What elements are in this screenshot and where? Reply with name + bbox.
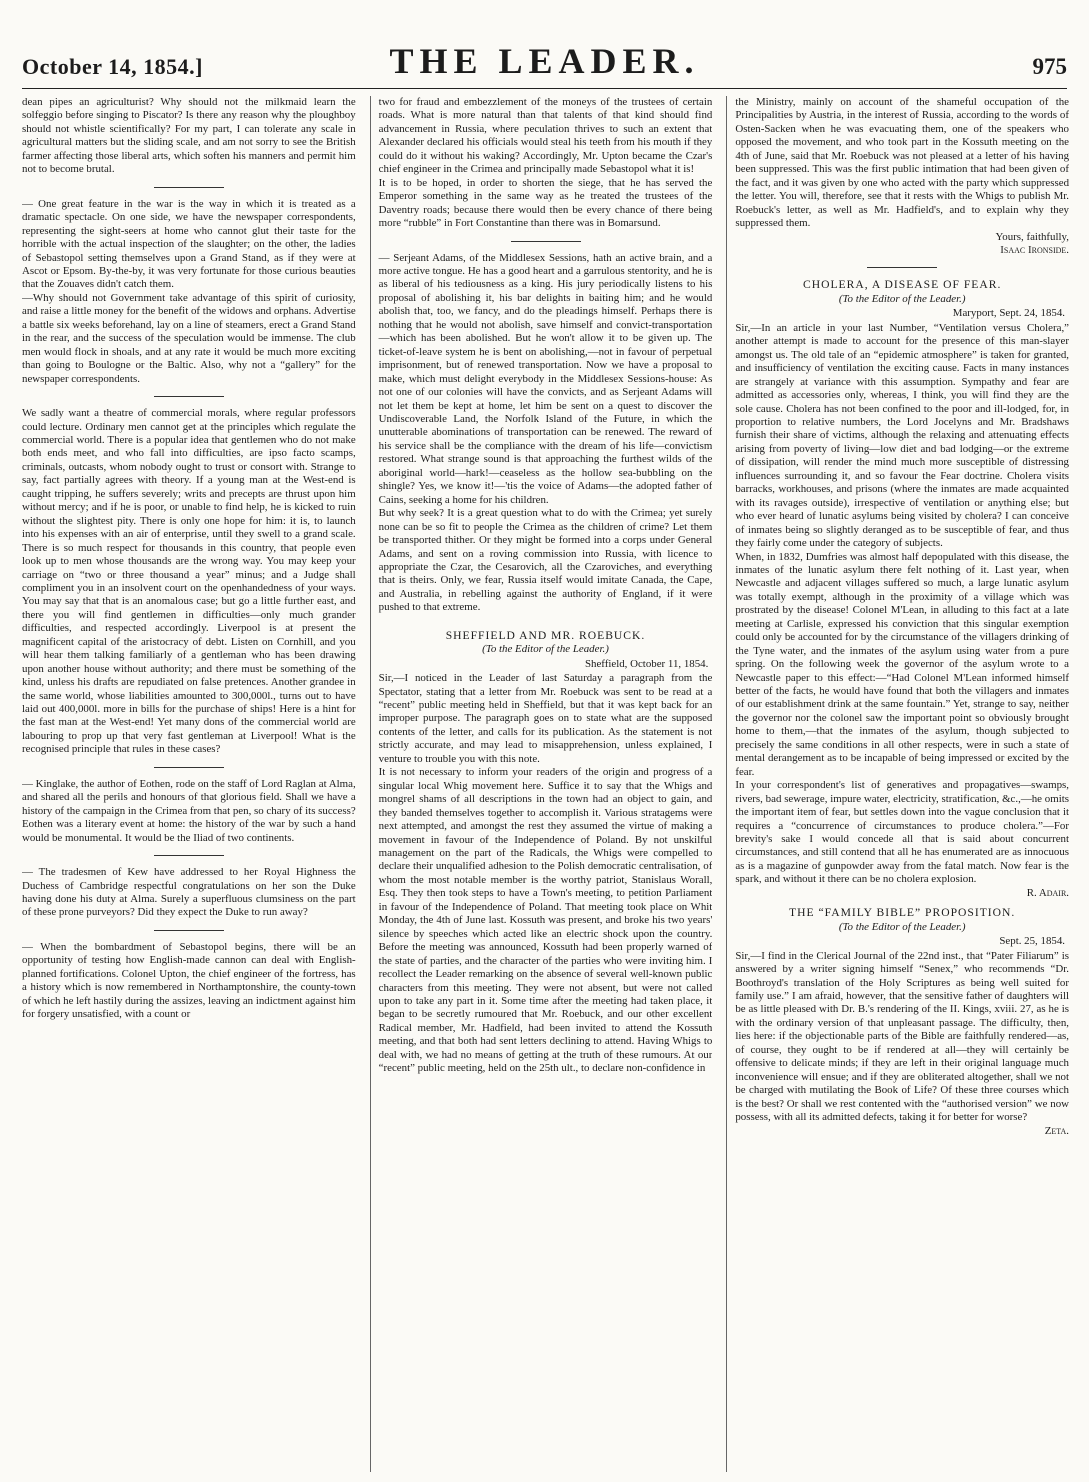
paragraph: two for fraud and embezzlement of the moneys of the trustees of certain roads. What is more natural than that talents of that kind should find advancement in Russia, where peculation thrives to such an extent that Alexander declared his officials would steal his teeth from his mouth if they could do it without his waking? Accordingly, Mr. Upton became the Czar's chief engineer in the Crimea and principally made Sebastopol what it is! — [378, 96, 713, 176]
letter-dateline: Sept. 25, 1854. — [999, 935, 1066, 948]
paragraph: dean pipes an agriculturist? Why should not the milkmaid learn the solfeggio before singing to Piscator? Is there any reason why the ploughboy should not whistle scientifically? For my part, I can tolerate any scale in agricultural matters but the sliding scale, and am not sorry to see the British farmer affecting those liberal arts, which soften his manners and permit him not to become brutal. — [22, 96, 356, 176]
paragraph: Sir,—In an article in your last Number, “Ventilation versus Cholera,” another attempt is made to account for the presence of this man-slayer amongst us. The old tale of an “epidemic atmosphere” is taken for granted, and insufficiency of ventilation the exciting cause. Facts in many instances are strangely at variance with this assumption. Sympathy and fear are admitted as accessories only, whereas, I think, you will find they are the sole cause. Cholera has not been confined to the poor and ill-lodged, for, in proportion to relative numbers, the Lord Jocelyns and Mr. Bradshaws furnish their share of victims, although the relaxing and attenuating effects arising from poverty of living—low diet and bad lodging—or the extreme of dissipation, will render the mind much more susceptible of distressing influences surrounding it, and so favour the Fear doctrine. Cholera visits barracks, workhouses, and prisons (where the inmates are made acquainted with its ravages outside), irrespective of ventilation or anything else; but who ever heard of lunatic asylums being visited by cholera? I can conceive of inmates being so slightly deranged as to be susceptible of fear, and thus they fairly come under the category of subjects. — [735, 321, 1070, 550]
letter-subheading: (To the Editor of the Leader.) — [838, 920, 966, 933]
paragraph: the Ministry, mainly on account of the shameful occupation of the Principalities by Austria, in the interest of Russia, according to the words of Osten-Sacken when he was evacuating them, one of the speakers who opposed the movement, and who took part in the Kossuth meeting on the 4th of June, said that Mr. Roebuck was not pleased at a letter of his having been suppressed. This was the first public intimation that had been given of the fact, and it was given by one who acted with the party which suppressed the letter. You will, therefore, see that it rests with the Whigs to publish Mr. Roebuck's letter, as well as Mr. Hadfield's, and to explain why they suppressed them. — [735, 96, 1070, 230]
issue-date: October 14, 1854.] — [22, 54, 203, 79]
letter-heading: CHOLERA, A DISEASE OF FEAR. — [803, 278, 1002, 292]
letter-subheading: (To the Editor of the Leader.) — [482, 643, 609, 656]
column-2 — [370, 96, 713, 1472]
letter-heading: THE “FAMILY BIBLE” PROPOSITION. — [789, 906, 1016, 920]
paragraph: Sir,—I noticed in the Leader of last Saturday a paragraph from the Spectator, stating that a letter from Mr. Roebuck was sent to be read at a “recent” public meeting held in Sheffield, but that it was kept back for an improper purpose. The paragraph goes on to state what are the supposed contents of the letter, and calls for its publication. As the statement is not strictly accurate, and may lead to misapprehension, unless explained, I venture to trouble you with this note. — [378, 672, 713, 765]
paragraph: It is to be hoped, in order to shorten the siege, that he has served the Emperor something in the same way as he treated the trustees of the Daventry roads; because there would then be every chance of there being more “rubble” in Fort Constantine than there was in Bomarsund. — [378, 176, 713, 230]
paragraph: — Serjeant Adams, of the Middlesex Sessions, hath an active brain, and a more active tongue. He has a good heart and a garrulous stentority, and he is as liberal of his tediousness as a king. His jury periodically listens to his proposal of abolishing it, his bar delights in baiting him; and he would abolish that, too, we fancy, and do the pleadings himself. Perhaps there is nothing that he would not abolish, save himself and convict-transportation—which has been abolished. But he won't allow it to be given up. The ticket-of-leave system he is bent on abolishing,—not in favour of perpetual imprisonment, but of renewed transportation. Now we have a proposal to make, which must delight everybody in the Middlesex Sessions-house: As not one of our colonies will have the convicts, and as Serjeant Adams will not let them be kept at home, let him be sent on a quest to discover the Undiscoverable Land, the Norfolk Island of the Future, in which the unutterable abominations of transportation can be renewed. The reward of his service shall be the compliance with the dream of his life—convictism restored. What strange sound is that approaching the furthest wilds of the aboriginal world—hark!—ceaseless as the hollow sea-bubbling on the shingle? Yes, we know it!—'tis the voice of Adams—the adopted father of Cains, seeking a home for his children. — [378, 251, 713, 506]
letter-signature: Zeta. — [1044, 1124, 1070, 1137]
letter-signature: R. Adair. — [1026, 886, 1070, 899]
paragraph: It is not necessary to inform your readers of the origin and progress of a singular local Whig movement here. Suffice it to say that the Whigs and mongrel shams of all descriptions in the town had an object to gain, and they banded themselves together to accomplish it. Various stratagems were next attempted, and amongst the rest they assumed the virtue of making a movement in favour of the Independence of Poland. By not unskilful management on the part of the Radicals, the Whigs were compelled to declare their unqualified adhesion to the Polish democratic centralisation, of whom the most notable member is the worthy patriot, Stanislaus Worall, Esq. They then took steps to have a Town's meeting, to petition Parliament in favour of the Independence of Poland. That meeting took place on Whit Monday, the 4th of June last. Kossuth was present, and broke his two years' silence by speeches which acted like an electric shock upon the country. Before the meeting was announced, Kossuth had been properly warned of the state of parties, and the character of the parties who were inviting him. I recollect the Leader remarking on the absence of several well-known public characters from this meeting. They were not absent, but were not called upon to take any part in it. Some time after the meeting had taken place, it began to be secretly rumoured that Mr. Roebuck, and our other excellent Radical member, Mr. Hadfield, had been invited to attend the Kossuth meeting, and that both had sent letters declining to attend. Having Whigs to deal with, we had no means of getting at the truth of these rumours. At our “recent” public meeting, held on the 25th ult., to declare non-confidence in — [378, 766, 713, 1075]
paragraph: We sadly want a theatre of commercial morals, where regular professors could lecture. Ordinary men cannot get at the principles which regulate the commercial world. There is a popular idea that gentlemen who do not make both ends meet, and who fall into difficulties, are ipso facto scamps, criminals, outcasts, whom nobody ought to trust or consort with. Strange to say, fact partially agrees with theory. If a young man at the West-end is caught tripping, he suffers severely; writs and precepts are thrust upon him without mercy; and if he is poor, or unable to find help, he is kicked to ruin without the slightest pity. There is only one hope for him: it is, to launch into his expenses with an air of enterprise, until they swell to a grand scale. There is so much respect for thousands in this country, that people even look up to men whose thousands are the wrong way. You may keep your carriage on “two or three thousand a year” minus; and a Judge shall compliment you in an insolvent court on the openhandedness of your ways. You may say that that is an anomalous case; but go a little further east, and there you will find gentlemen in difficulties—only much grander difficulties, and respected accordingly. Liverpool is at present the magnificent capital of the aristocracy of debt. Listen on Cornhill, and you will hear them talking familiarly of a gentleman who has been drawing upon another house without authority; and there must be something of the kind, unless his drafts are repudiated on false pretences. Another grandee in the same world, whose liabilities amounted to 300,000l., turns out to have laid out 400,000l. more in bills for the purchase of ships! Here is a hint for the fast man at the West-end! Yet many dons of the commercial world are labouring to prop up that very fast gentleman at Liverpool! What is the recognised principle that rules in these cases? — [22, 407, 356, 756]
paragraph: — Kinglake, the author of Eothen, rode on the staff of Lord Raglan at Alma, and shared all the perils and honours of that glorious field. Shall we have a history of the campaign in the Crimea from that pen, so chary of its success? Eothen was a literary event at home: the history of the war by such a hand would be monumental. It would be the Iliad of two continents. — [22, 777, 356, 844]
separator — [154, 187, 224, 188]
letter-dateline: Sheffield, October 11, 1854. — [584, 657, 709, 670]
letter-subheading: (To the Editor of the Leader.) — [838, 292, 966, 305]
separator — [154, 767, 224, 768]
paragraph: Sir,—I find in the Clerical Journal of the 22nd inst., that “Pater Filiarum” is answered by a writer signing himself “Senex,” who recommends “Dr. Boothroyd's translation of the Holy Scriptures as being well suited for family use.” I am afraid, however, that the sensitive father of daughters will be as little pleased with Dr. B.'s rendering of the II. Kings, xviii. 27, as he is with the ordinary version of that unpleasant passage. The difficulty, then, lies here: if the objectionable parts of the Bible are faithfully rendered—as, of course, they ought to be if rendered at all—they will certainly be offensive to delicate minds; if they are left in their original language much inconvenience will ensue; and if they are obliterated altogether, shall we not be charged with mutilating the Book of Life? Of these three courses which is the best? Or shall we rest contented with the “authorised version” we now possess, with all its admitted defects, taking it for better for worse? — [735, 949, 1070, 1124]
paragraph: — One great feature in the war is the way in which it is treated as a dramatic spectacle. On one side, we have the newspaper correspondents, representing the sight-seers at home who cannot glut their taste for the horrible with the actual inspection of the slaughter; on the other, the ladies of Sebastopol setting themselves upon a Grand Stand, as if they were at Ascot or Epsom. By-the-by, it was very fortunate for those curious beauties that the Zouaves didn't catch them. — [22, 197, 356, 291]
paragraph: In your correspondent's list of generatives and propagatives—swamps, rivers, bad sewerage, impure water, electricity, stratification, &c.,—he omits the important item of fear, but settles down into the vague conclusion that it requires a “concurrence of circumstances to produce cholera.”—For brevity's sake I would concede all that is said about concurrent circumstances, and still contend that all he has enumerated are as innocuous as is a magazine of gunpowder away from the fatal match. Now fear is the spark, and without it there can be no cholera explosion. — [735, 779, 1070, 886]
separator — [154, 930, 224, 931]
article-columns — [22, 96, 1069, 1472]
paragraph: But why seek? It is a great question what to do with the Crimea; yet surely none can be so fit to people the Crimea as the children of crime? Let them be transported thither. Or they might be formed into a corps under General Adams, and sent on a roving commission into Russia, with licence to appropriate the Czar, the Cesarovich, all the Czaroviches, and everything that is theirs. Only, we fear, Russia itself would imitate Canada, the Cape, and Australia, in rebelling against the authority of England, if it were pushed to that extreme. — [378, 507, 713, 614]
letter-signoff: Yours, faithfully, — [995, 230, 1070, 243]
newspaper-title: THE LEADER. — [389, 41, 700, 81]
separator — [511, 241, 581, 242]
paragraph: — The tradesmen of Kew have addressed to her Royal Highness the Duchess of Cambridge respectful congratulations on her son the Duke having done his duty at Alma. Surely a superfluous clumsiness on the part of these prone purveyors? Did they expect the Duke to run away? — [22, 866, 356, 919]
header-rule — [22, 88, 1067, 89]
separator — [154, 396, 224, 397]
page-number: 975 — [1032, 54, 1067, 79]
paragraph: When, in 1832, Dumfries was almost half depopulated with this disease, the inmates of the lunatic asylum there felt nothing of it. Last year, when Newcastle and adjacent villages suffered so much, a large lunatic asylum was totally exempt, although in the proximity of a village which was prostrated by the disease! Colonel M'Lean, in alluding to this fact at a late meeting at Carlisle, expressed his conviction that this singular exemption could only be accounted for by the circumstance of the villagers drinking of the Tyne water, and the inmates of the asylum using water from a pure spring. On the following week the governor of the asylum wrote to a Newcastle paper to this effect:—“Had Colonel M'Lean informed himself better of the facts, he would have found that both the villagers and inmates of our establishment drink at the same fountain.” Yet, strange to say, neither the governor nor the colonel saw the important point so obviously brought home to them,—that the inmates of the asylum, though subjected to precisely the same conditions in all other respects, were in such a state of mental derangement as to be incapable of being impressed or excited by the fear. — [735, 550, 1070, 778]
separator — [867, 267, 937, 268]
separator — [154, 855, 224, 856]
column-1 — [22, 96, 356, 1472]
paragraph: — When the bombardment of Sebastopol begins, there will be an opportunity of testing how English-made cannon can deal with English-planned fortifications. Colonel Upton, the chief engineer of the fortress, has a history which is now remembered in Northamptonshire, the county-town of which he left hastily during the assizes, leaving an indictment against him for forgery unsatisfied, with a count or — [22, 940, 356, 1021]
paragraph: —Why should not Government take advantage of this spirit of curiosity, and raise a little money for the benefit of the widows and orphans. Advertise a battle six weeks beforehand, lay on a line of steamers, erect a Grand Stand in the rear, and the success of the speculation would be immense. The club men would flock in shoals, and at any rate it would be much more exciting than going to Boulogne or the Baltic. Also, why not a “gallery” for the newspaper correspondents. — [22, 291, 356, 385]
letter-dateline: Maryport, Sept. 24, 1854. — [952, 307, 1066, 320]
column-3 — [726, 96, 1069, 1472]
letter-heading: SHEFFIELD AND MR. ROEBUCK. — [445, 628, 646, 642]
masthead — [22, 40, 1067, 80]
letter-signature: Isaac Ironside. — [1000, 243, 1070, 256]
